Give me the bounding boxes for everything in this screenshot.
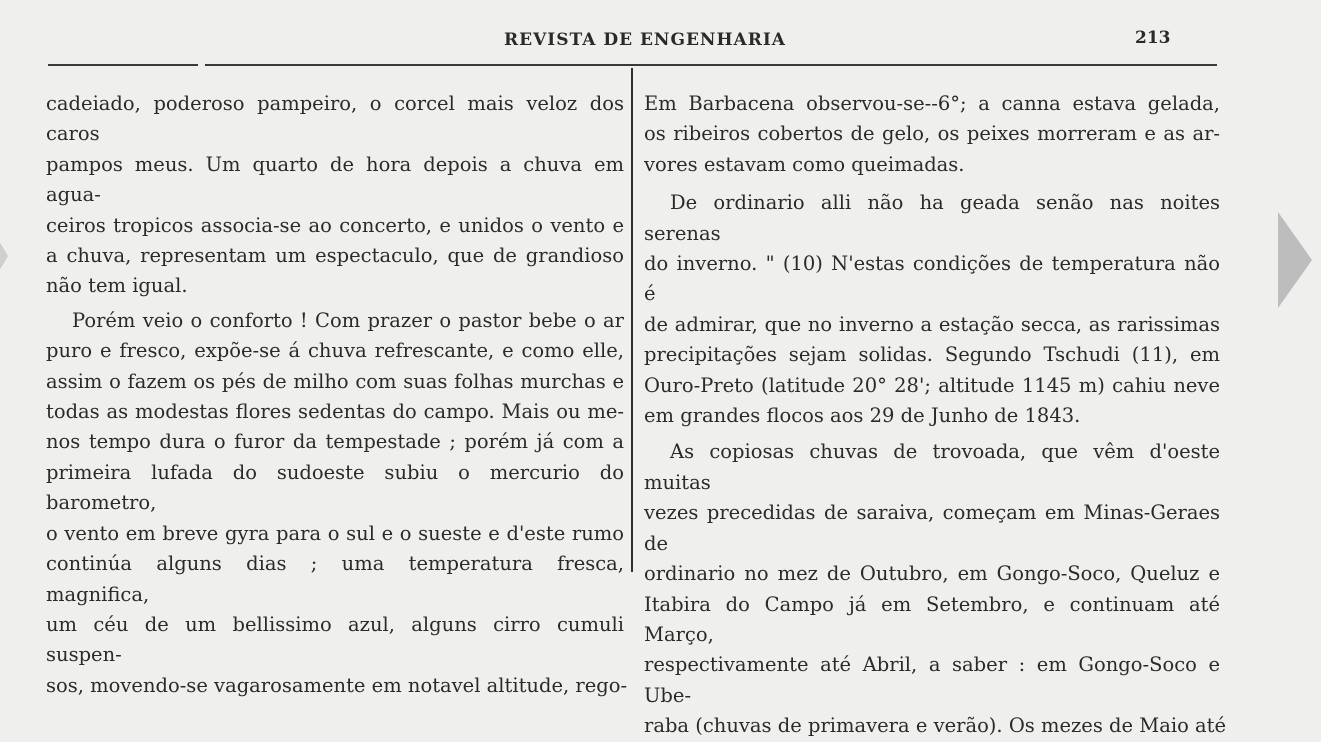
chevron-right-icon[interactable] bbox=[1278, 212, 1312, 308]
text-line: Itabira do Campo já em Setembro, e continuam até Março, bbox=[644, 592, 1220, 646]
left-paragraph-1 bbox=[46, 89, 624, 302]
header-rule-left bbox=[48, 64, 198, 66]
text-line: um céu de um bellissimo azul, alguns cirro cumuli suspen- bbox=[46, 612, 624, 667]
text-line: a chuva, representam um espectaculo, que de grandioso bbox=[46, 244, 624, 268]
right-paragraph-2 bbox=[644, 188, 1220, 431]
right-paragraph-3 bbox=[644, 437, 1227, 741]
text-line: As copiosas chuvas de trovoada, que vêm d'oeste muitas bbox=[644, 440, 1220, 494]
text-line: puro e fresco, expõe-se á chuva refrescante, e como elle, bbox=[46, 339, 624, 363]
text-line: precipitações sejam solidas. Segundo Tschudi (11), em bbox=[644, 343, 1220, 367]
text-line: em grandes flocos aos 29 de Junho de 1843. bbox=[644, 404, 1081, 428]
text-line: vores estavam como queimadas. bbox=[644, 152, 965, 176]
text-line: primeira lufada do sudoeste subiu o mercurio do barometro, bbox=[46, 460, 624, 515]
text-line: pampos meus. Um quarto de hora depois a chuva em agua- bbox=[46, 152, 624, 207]
text-line: sos, movendo-se vagarosamente em notavel altitude, rego- bbox=[46, 673, 628, 697]
right-column bbox=[644, 89, 1227, 742]
text-line: De ordinario alli não ha geada senão nas noites serenas bbox=[644, 191, 1220, 245]
text-line: assim o fazem os pés de milho com suas folhas murchas e bbox=[46, 369, 624, 393]
text-line: vezes precedidas de saraiva, começam em Minas-Geraes de bbox=[644, 501, 1220, 555]
left-paragraph-2 bbox=[46, 306, 628, 701]
text-line: Porém veio o conforto ! Com prazer o pastor bebe o ar bbox=[72, 308, 624, 332]
text-line: nos tempo dura o furor da tempestade ; porém já com a bbox=[46, 430, 624, 454]
text-line: Ouro-Preto (latitude 20° 28'; altitude 1145 m) cahiu neve bbox=[644, 373, 1220, 397]
left-column bbox=[46, 89, 628, 701]
text-line: raba (chuvas de primavera e verão). Os mezes de Maio até bbox=[644, 714, 1227, 738]
text-line: o vento em breve gyra para o sul e o sueste e d'este rumo bbox=[46, 521, 624, 545]
header-rule-right bbox=[205, 64, 1217, 66]
right-paragraph-1 bbox=[644, 89, 1220, 180]
journal-title: REVISTA DE ENGENHARIA bbox=[504, 30, 786, 50]
column-divider bbox=[631, 68, 633, 572]
text-line: os ribeiros cobertos de gelo, os peixes morreram e as ar- bbox=[644, 122, 1220, 146]
text-line: do inverno. " (10) N'estas condições de temperatura não é bbox=[644, 252, 1220, 306]
text-line: Em Barbacena observou-se--6°; a canna estava gelada, bbox=[644, 92, 1220, 115]
text-line: não tem igual. bbox=[46, 274, 188, 298]
page-header bbox=[0, 28, 1321, 52]
chevron-left-icon[interactable] bbox=[0, 212, 8, 300]
text-line: ceiros tropicos associa-se ao concerto, e unidos o vento e bbox=[46, 213, 624, 237]
text-line: respectivamente até Abril, a saber : em Gongo-Soco e Ube- bbox=[644, 653, 1220, 707]
text-line: cadeiado, poderoso pampeiro, o corcel mais veloz dos caros bbox=[46, 92, 624, 146]
text-line: todas as modestas flores sedentas do campo. Mais ou me- bbox=[46, 400, 624, 424]
text-line: de admirar, que no inverno a estação secca, as rarissimas bbox=[644, 312, 1220, 336]
page-number: 213 bbox=[1135, 28, 1171, 48]
text-line: ordinario no mez de Outubro, em Gongo-Soco, Queluz e bbox=[644, 562, 1220, 586]
text-line: continúa alguns dias ; uma temperatura fresca, magnifica, bbox=[46, 552, 624, 606]
